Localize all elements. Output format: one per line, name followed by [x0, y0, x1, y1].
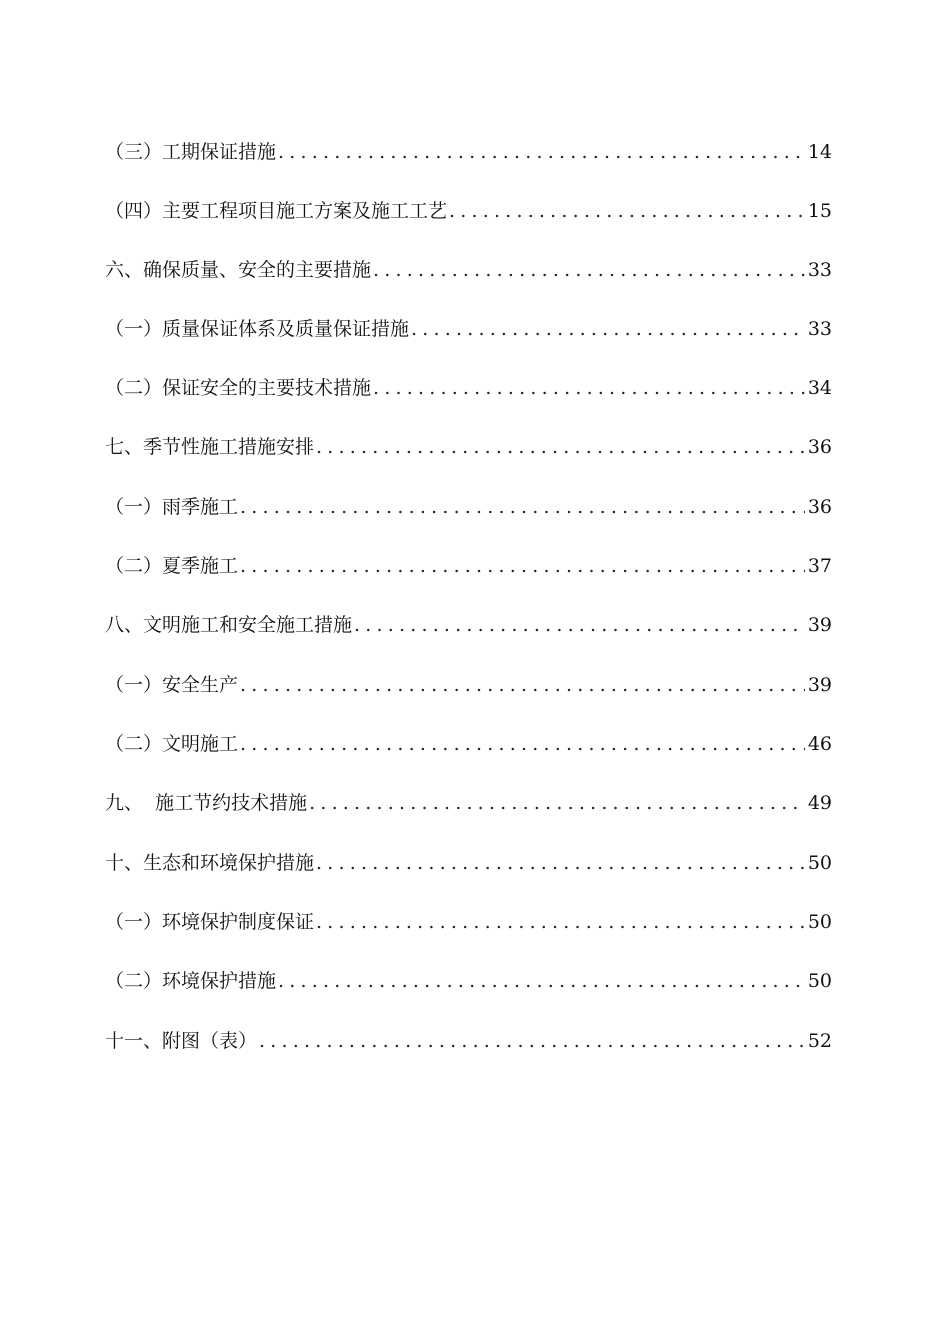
- toc-entry[interactable]: [105, 314, 832, 344]
- toc-page-number: 15: [807, 200, 832, 222]
- toc-page-number: 39: [807, 614, 832, 636]
- toc-entry[interactable]: [105, 788, 832, 818]
- toc-entry-title: 十、生态和环境保护措施: [105, 852, 315, 874]
- toc-entry-title: （二）保证安全的主要技术措施: [105, 377, 372, 399]
- toc-entry-title: 十一、附图（表）: [105, 1030, 258, 1052]
- toc-entry-title: 六、确保质量、安全的主要措施: [105, 259, 372, 281]
- toc-entry-title: （一）安全生产: [105, 674, 239, 696]
- toc-entry[interactable]: [105, 196, 832, 226]
- toc-dot-leader: [316, 848, 805, 878]
- toc-entry[interactable]: [105, 255, 832, 285]
- toc-entry-title: （一）环境保护制度保证: [105, 911, 315, 933]
- toc-dot-leader: [240, 670, 805, 700]
- toc-dot-leader: [316, 907, 805, 937]
- toc-dot-leader: [259, 1026, 805, 1056]
- toc-page-number: 52: [807, 1030, 832, 1052]
- toc-page-number: 14: [807, 141, 832, 163]
- toc-page-number: 50: [807, 970, 832, 992]
- toc-dot-leader: [309, 788, 805, 818]
- toc-dot-leader: [411, 314, 805, 344]
- toc-entry-title: （一）雨季施工: [105, 496, 239, 518]
- toc-entry[interactable]: [105, 551, 832, 581]
- toc-entry-title: （四）主要工程项目施工方案及施工工艺: [105, 200, 448, 222]
- toc-page-number: 46: [807, 733, 832, 755]
- toc-page-number: 33: [807, 259, 832, 281]
- toc-page-number: 50: [807, 852, 832, 874]
- toc-page-number: 39: [807, 674, 832, 696]
- toc-entry[interactable]: [105, 966, 832, 996]
- toc-entry-title: （二）夏季施工: [105, 555, 239, 577]
- toc-page-number: 36: [807, 496, 832, 518]
- toc-entry-title: 七、季节性施工措施安排: [105, 436, 315, 458]
- toc-dot-leader: [240, 551, 805, 581]
- toc-dot-leader: [240, 492, 805, 522]
- toc-dot-leader: [240, 729, 805, 759]
- toc-page-number: 33: [807, 318, 832, 340]
- toc-entry[interactable]: [105, 137, 832, 167]
- toc-page-number: 37: [807, 555, 832, 577]
- toc-dot-leader: [354, 610, 805, 640]
- toc-dot-leader: [373, 373, 805, 403]
- toc-page-number: 36: [807, 436, 832, 458]
- toc-entry[interactable]: [105, 610, 832, 640]
- toc-entry[interactable]: [105, 848, 832, 878]
- toc-entry[interactable]: [105, 907, 832, 937]
- toc-dot-leader: [449, 196, 805, 226]
- toc-entry[interactable]: [105, 670, 832, 700]
- toc-dot-leader: [373, 255, 805, 285]
- toc-entry[interactable]: [105, 729, 832, 759]
- toc-page-number: 49: [807, 792, 832, 814]
- toc-entry-title: 九、 施工节约技术措施: [105, 792, 308, 814]
- toc-entry-title: （三）工期保证措施: [105, 141, 277, 163]
- toc-entry[interactable]: [105, 432, 832, 462]
- toc-page-number: 34: [807, 377, 832, 399]
- toc-entry-title: （二）文明施工: [105, 733, 239, 755]
- toc-dot-leader: [278, 966, 805, 996]
- toc-dot-leader: [278, 137, 805, 167]
- toc-dot-leader: [316, 432, 805, 462]
- toc-page-number: 50: [807, 911, 832, 933]
- toc-entry-title: 八、文明施工和安全施工措施: [105, 614, 353, 636]
- toc-entry-title: （二）环境保护措施: [105, 970, 277, 992]
- toc-entry[interactable]: [105, 1026, 832, 1056]
- toc-entry[interactable]: [105, 373, 832, 403]
- toc-entry[interactable]: [105, 492, 832, 522]
- toc-entry-title: （一）质量保证体系及质量保证措施: [105, 318, 410, 340]
